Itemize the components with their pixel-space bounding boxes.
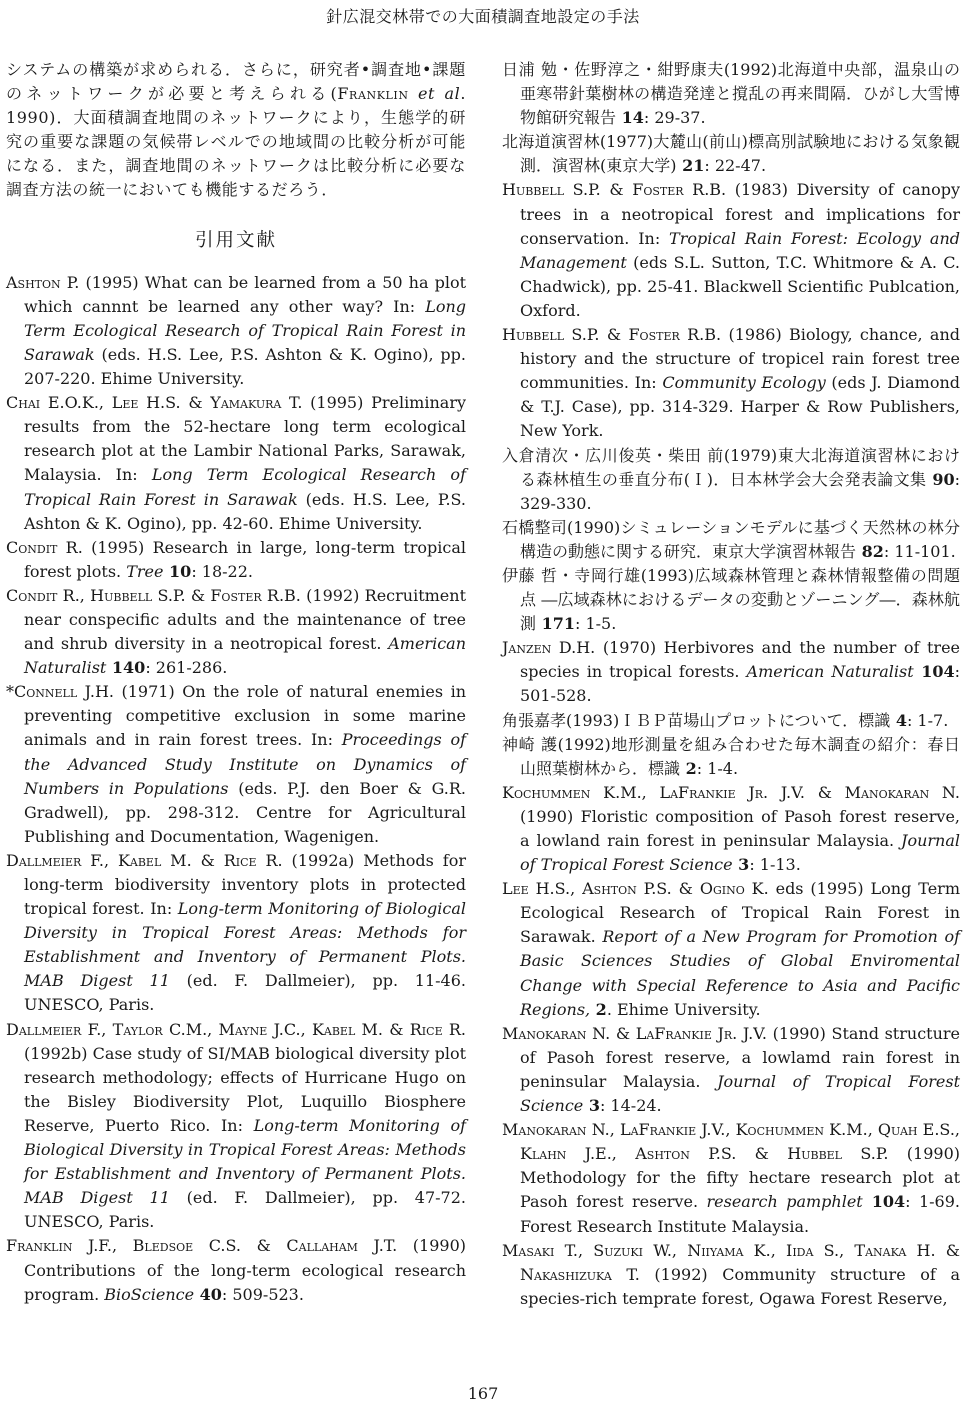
reference-text: (1986) Biology, chance, and history and the structure of tropicel rain forest tree communities. In: <box>520 325 960 393</box>
section-heading-references: 引用文献 <box>194 229 277 251</box>
reference-text: (1992) Community structure of a species-rich temprate forest, Ogawa Forest Reserve, <box>520 1264 960 1308</box>
reference-entry <box>502 781 960 877</box>
reference-text: 角張嘉孝(1993)ＩＢＰ苗場山プロットについて．標識 <box>502 710 891 730</box>
reference-text: : 18-22. <box>191 561 253 581</box>
reference-text: : 11-101. <box>883 541 956 561</box>
reference-text: (eds S.L. Sutton, T.C. Whitmore & A. C. Chadwick), pp. 25-41. Blackwell Scientific Publcation, Oxford. <box>520 252 960 320</box>
reference-title: Proceedings of the Advanced Study Institute on Dynamics of Numbers in Populations <box>24 730 467 798</box>
reference-entry <box>502 1118 960 1238</box>
reference-entry <box>502 733 960 781</box>
reference-text: (1983) Diversity of canopy trees in a neotropical forest and implications for conservation. In: <box>520 180 961 248</box>
reference-text: 北海道演習林(1977)大麓山(前山)標高別試験地における気象観測．演習林(東京大学) <box>502 132 960 176</box>
reference-authors: Kochummen K.M., LaFrankie Jr. J.V. & Manokaran N. <box>502 782 960 802</box>
reference-text: : 14-24. <box>599 1096 662 1116</box>
reference-text: (1995) Research in large, long-term tropical forest plots. <box>24 537 467 581</box>
reference-text: : 329-330. <box>520 469 960 513</box>
citation-etal: et al <box>408 84 461 104</box>
reference-title: American Naturalist <box>24 634 466 678</box>
reference-authors: Condit R., Hubbell S.P. & Foster R.B. <box>6 585 301 605</box>
reference-entry <box>502 1239 960 1311</box>
reference-authors: Hubbell S.P. & Foster R.B. <box>502 180 727 200</box>
reference-volume: 21 <box>676 156 705 176</box>
reference-title: Report of a New Program for Promotion of Basic Sciences Studies of Global Enviromental Change with Special Reference to Asia and Pacific Regions, <box>520 927 960 1019</box>
reference-entry <box>502 444 960 516</box>
reference-authors: Dallmeier F., Kabel M. & Rice R. <box>6 850 283 870</box>
reference-entry <box>6 391 466 536</box>
reference-text: 石橋整司(1990)シミュレーションモデルに基づく天然林の林分構造の動態に関する研究．東京大学演習林報告 <box>502 517 960 561</box>
reference-volume: 10 <box>163 561 192 581</box>
reference-volume: 3 <box>732 855 750 875</box>
reference-authors: Franklin J.F., Bledsoe C.S. & Callaham J.T. <box>6 1236 398 1256</box>
reference-entry <box>6 584 466 680</box>
reference-text: (1990) Methodology for the fifty hectare research plot at Pasoh forest reserve. <box>520 1144 960 1212</box>
reference-title: Journal of Tropical Forest Science <box>520 831 960 875</box>
reference-text: : 509-523. <box>221 1284 304 1304</box>
reference-volume: 40 <box>194 1284 222 1304</box>
reference-entry <box>502 323 960 443</box>
reference-authors: Lee H.S., Ashton P.S. & Ogino K. <box>502 879 769 899</box>
reference-text: (eds J. Diamond & T.J. Case), pp. 314-329. Harper & Row Publishers, New York. <box>520 373 961 441</box>
reference-text: eds (1995) Long Term Ecological Research of Tropical Rain Forest in Sarawak. <box>520 879 960 947</box>
reference-entry <box>502 636 960 708</box>
reference-text: : 1-7. <box>906 710 949 730</box>
reference-text: : 29-37. <box>643 108 706 128</box>
reference-entry <box>502 58 960 130</box>
reference-entry <box>502 1022 960 1118</box>
reference-authors: Manokaran N. & LaFrankie Jr. J.V. <box>502 1023 768 1043</box>
reference-title: Journal of Tropical Forest Science <box>520 1071 961 1116</box>
reference-entry <box>502 877 960 1022</box>
reference-title: Community Ecology <box>662 373 826 393</box>
reference-text: . Ehime University. <box>606 999 761 1019</box>
reference-authors: Dallmeier F., Taylor C.M., Mayne J.C., Kabel M. & Rice R. <box>6 1019 466 1039</box>
reference-entry <box>6 536 466 584</box>
reference-volume: 104 <box>913 662 955 682</box>
reference-entry <box>6 680 466 849</box>
reference-text: 伊藤 哲・寺岡行雄(1993)広域森林管理と森林情報整備の問題点 ―広域森林におけるデータの変動とゾーニング―．森林航測 <box>502 565 960 634</box>
reference-text: 神崎 護(1992)地形測量を組み合わせた毎木調査の紹介：春日山照葉樹林から．標識 <box>502 734 960 778</box>
reference-text: (1990) Contributions of the long-term ecological research program. <box>24 1236 466 1304</box>
reference-title: Long Term Ecological Research of Tropical Rain Forest in Sarawak <box>24 465 466 509</box>
page-number: 167 <box>467 1384 499 1403</box>
right-column <box>502 58 960 1311</box>
reference-text: : 1-69. Forest Research Institute Malaysia. <box>520 1192 961 1236</box>
reference-entry <box>502 516 960 564</box>
reference-authors: Hubbell S.P. & Foster R.B. <box>502 325 722 345</box>
reference-title: Long Term Ecological Research of Tropical Rain Forest in Sarawak <box>24 296 466 364</box>
reference-text: (1970) Herbivores and the number of tree species in tropical forests. <box>520 638 961 682</box>
reference-entry <box>502 709 960 733</box>
reference-text: (ed. F. Dallmeier), pp. 11-46. UNESCO, Paris. <box>24 971 466 1015</box>
running-header: 針広混交林帯での大面積調査地設定の手法 <box>326 7 640 26</box>
reference-entry <box>502 178 960 323</box>
reference-text: (1971) On the role of natural enemies in preventing competitive exclusion in some marine animals and in rain forest trees. In: <box>24 682 466 750</box>
reference-text: : 1-13. <box>749 855 801 875</box>
reference-volume: 14 <box>616 108 644 128</box>
reference-text: (1990) Floristic composition of Pasoh forest reserve, a lowland rain forest in peninsular Malaysia. <box>520 806 960 850</box>
reference-authors: Manokaran N., LaFrankie J.V., Kochummen K.M., Quah E.S., Klahn J.E., Ashton P.S. & Hubbel S.P. <box>502 1120 960 1164</box>
reference-volume: 2 <box>590 999 607 1019</box>
reference-title: research pamphlet <box>706 1192 863 1212</box>
reference-text: (1992a) Methods for long-term biodiversity inventory plots in protected tropical forest. In: <box>24 850 466 919</box>
reference-text: (eds. H.S. Lee, P.S. Ashton & K. Ogino), pp. 42-60. Ehime University. <box>24 489 466 533</box>
reference-text: : 501-528. <box>520 662 960 706</box>
reference-title: Long-term Monitoring of Biological Diversity in Tropical Forest Areas: Methods for Establishment and Inventory of Permanent Plots. MAB Digest 11 <box>24 899 466 991</box>
reference-volume: 82 <box>856 541 884 561</box>
reference-authors: Masaki T., Suzuki W., Niiyama K., Iida S., Tanaka H. & Nakashizuka T. <box>502 1240 960 1284</box>
reference-text: (1990) Stand structure of Pasoh forest reserve, a lowlamd rain forest in peninsular Malaysia. <box>520 1023 960 1091</box>
reference-title: Tropical Rain Forest: Ecology and Management <box>520 228 961 272</box>
reference-text: (1992b) Case study of SI/MAB biological diversity plot research methodology; effects of Hurricane Hugo on the Bisley Biodiversity Plot, Luquillo Biosphere Reserve, Puerto Rico. In: <box>24 1043 466 1135</box>
reference-title: Long-term Monitoring of Biological Diversity in Tropical Forest Areas: Methods for Establishment and Inventory of Permanent Plots. MAB Digest 11 <box>24 1115 467 1208</box>
left-column <box>6 58 466 1307</box>
reference-entry <box>6 1234 466 1306</box>
reference-text: : 1-5. <box>574 614 617 634</box>
reference-volume: 90 <box>926 469 955 489</box>
reference-volume: 2 <box>680 758 697 778</box>
reference-entry <box>6 1018 466 1235</box>
reference-text: (eds. P.J. den Boer & G.R. Gradwell), pp. 298-312. Centre for Agricultural Publishing and Documentation, Wagenigen. <box>24 778 466 846</box>
reference-authors: Chai E.O.K., Lee H.S. & Yamakura T. <box>6 393 303 413</box>
reference-authors: Janzen D.H. <box>502 638 596 658</box>
reference-text: (eds. H.S. Lee, P.S. Ashton & K. Ogino), pp. 207-220. Ehime University. <box>24 344 466 389</box>
reference-volume: 140 <box>106 658 146 678</box>
reference-text: (1992) Recruitment near conspecific adults and the maintenance of tree and shrub diversity in a neotropical forest. <box>24 585 466 654</box>
body-paragraph <box>6 58 466 203</box>
reference-text: 入倉清次・広川俊英・柴田 前(1979)東大北海道演習林における森林植生の垂直分布(Ｉ)．日本林学会大会発表論文集 <box>502 445 960 489</box>
reference-volume: 104 <box>862 1192 906 1212</box>
reference-text: 日浦 勉・佐野淳之・紺野康夫(1992)北海道中央部，温泉山の亜寒帯針葉樹林の構造発達と撹乱の再来間隔．ひがし大雪博物館研究報告 <box>502 60 960 128</box>
reference-volume: 171 <box>536 614 575 634</box>
reference-title: American Naturalist <box>746 662 914 682</box>
reference-entry <box>502 564 960 636</box>
reference-text: : 1-4. <box>696 758 739 778</box>
citation-author: Franklin <box>337 84 409 104</box>
reference-authors: Ashton P. <box>6 272 80 292</box>
body-text: . 1990)．大面積調査地間のネットワークにより，生態学的研究の重要な課題の気候帯レベルでの地域間の比較分析が可能になる．また，調査地間のネットワークは比較分析に必要な調査方法の統一においても機能するだろう． <box>6 84 466 200</box>
reference-entry <box>502 130 960 178</box>
reference-entry <box>6 271 466 391</box>
reference-title: BioScience <box>104 1284 195 1304</box>
reference-text: (1995) Preliminary results from the 52-hectare long term ecological research plot at the Lambir National Parks, Sarawak, Malaysia. In: <box>24 393 466 485</box>
reference-authors: *Connell J.H. <box>6 682 114 702</box>
reference-text: (ed. F. Dallmeier), pp. 47-72. UNESCO, Paris. <box>24 1188 466 1232</box>
body-text: システムの構築が求められる．さらに，研究者•調査地•課題のネットワークが必要と考えられる( <box>6 60 466 104</box>
reference-volume: 4 <box>890 710 907 730</box>
reference-authors: Condit R. <box>6 537 83 557</box>
reference-title: Tree <box>126 561 164 581</box>
reference-text: (1995) What can be learned from a 50 ha plot which cannnt be learned any other way? In: <box>24 272 467 316</box>
reference-text: : 22-47. <box>704 156 767 176</box>
reference-entry <box>6 849 466 1018</box>
reference-text: : 261-286. <box>145 658 228 678</box>
reference-volume: 3 <box>583 1096 600 1116</box>
